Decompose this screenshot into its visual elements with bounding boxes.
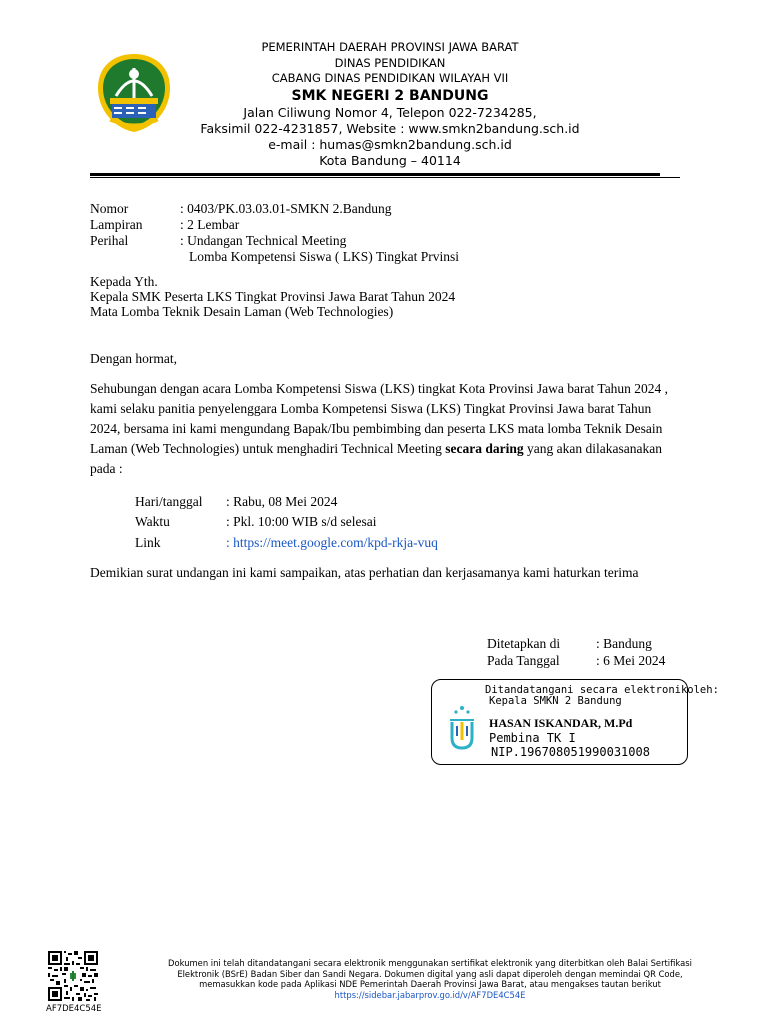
perihal-value: : Undangan Technical Meeting bbox=[180, 233, 347, 248]
signer-rank: Pembina TK I bbox=[489, 731, 576, 745]
body-paragraph-text-1: Sehubungan dengan acara Lomba Kompetensi Siswa (LKS) tingkat Kota Provinsi Jawa barat Tahun 2024 , kami selaku panitia penyelenggara Lomba Kompetensi Siswa (LKS) Tingkat Provinsi Jawa barat Tahun 2024, bersama ini kami mengundang Bapak/Ibu pembimbing dan peserta LKS mata lomba Teknik Desain Laman (Web Technologies) untuk menghadiri Technical Meeting bbox=[90, 381, 669, 456]
e-signature-box bbox=[431, 679, 719, 765]
verification-qr-code[interactable] bbox=[48, 951, 98, 1001]
footer-line-1: Dokumen ini telah ditandatangani secara elektronik menggunakan sertifikat elektronik yang diterbitkan oleh Balai Sertifikasi bbox=[168, 958, 692, 968]
issued-date-label: Pada Tanggal bbox=[487, 653, 560, 668]
letterhead-address-2: Faksimil 022-4231857, Website : www.smkn2bandung.sch.id bbox=[200, 120, 580, 136]
event-link-colon: : bbox=[226, 535, 234, 550]
nomor-label: Nomor bbox=[90, 201, 129, 216]
recipient-subject: Mata Lomba Teknik Desain Laman (Web Technologies) bbox=[90, 304, 394, 319]
letterhead-department: DINAS PENDIDIKAN bbox=[334, 55, 446, 70]
footer-notice bbox=[130, 958, 730, 1000]
signature-header: Ditandatangani secara elektronikoleh: bbox=[485, 684, 719, 696]
lampiran-value: : 2 Lembar bbox=[180, 217, 240, 232]
body-paragraph-emphasis: secara daring bbox=[445, 441, 524, 456]
body-paragraph bbox=[90, 379, 684, 479]
letterhead-city: Kota Bandung – 40114 bbox=[319, 152, 461, 168]
letterhead-government: PEMERINTAH DAERAH PROVINSI JAWA BARAT bbox=[261, 40, 519, 54]
event-link-label: Link bbox=[135, 535, 161, 550]
signer-name: HASAN ISKANDAR, M.Pd bbox=[489, 716, 633, 730]
bsre-seal-icon bbox=[444, 700, 480, 752]
closing-sentence: Demikian surat undangan ini kami sampaikan, atas perhatian dan kerjasamanya kami haturkan terima bbox=[90, 565, 639, 580]
signer-nip: NIP.196708051990031008 bbox=[491, 745, 650, 759]
issued-place-value: : Bandung bbox=[596, 636, 652, 651]
letterhead bbox=[160, 40, 620, 169]
recipient-salutation: Kepada Yth. bbox=[90, 274, 158, 289]
letterhead-address-1: Jalan Ciliwung Nomor 4, Telepon 022-7234285, bbox=[243, 104, 537, 120]
footer-verification-link[interactable]: https://sidebar.jabarprov.go.id/v/AF7DE4C54E bbox=[334, 989, 526, 1000]
event-time-label: Waktu bbox=[135, 514, 170, 529]
recipient-name: Kepala SMK Peserta LKS Tingkat Provinsi Jawa Barat Tahun 2024 bbox=[90, 289, 456, 304]
perihal-label: Perihal bbox=[90, 233, 129, 248]
nomor-value: : 0403/PK.03.03.01-SMKN 2.Bandung bbox=[180, 201, 392, 216]
event-date-value: : Rabu, 08 Mei 2024 bbox=[226, 494, 338, 509]
letterhead-divider-thin bbox=[90, 177, 680, 178]
event-time-value: : Pkl. 10:00 WIB s/d selesai bbox=[226, 514, 377, 529]
school-name: SMK NEGERI 2 BANDUNG bbox=[291, 87, 489, 104]
signature-position: Kepala SMKN 2 Bandung bbox=[489, 695, 622, 707]
verification-code: AF7DE4C54E bbox=[46, 1004, 102, 1014]
issued-date-value: : 6 Mei 2024 bbox=[596, 653, 666, 668]
letterhead-email: e-mail : humas@smkn2bandung.sch.id bbox=[268, 136, 512, 152]
meeting-link[interactable]: https://meet.google.com/kpd-rkja-vuq bbox=[233, 535, 438, 550]
body-paragraph-text-2: yang akan dilakasanakan pada : bbox=[90, 441, 662, 476]
greeting: Dengan hormat, bbox=[90, 351, 177, 366]
event-link-row bbox=[226, 535, 438, 551]
perihal-value-2: Lomba Kompetensi Siswa ( LKS) Tingkat Prvinsi bbox=[189, 249, 460, 264]
event-date-label: Hari/tanggal bbox=[135, 494, 203, 509]
lampiran-label: Lampiran bbox=[90, 217, 143, 232]
issued-place-label: Ditetapkan di bbox=[487, 636, 561, 651]
footer-line-2: Elektronik (BSrE) Badan Siber dan Sandi Negara. Dokumen digital yang asli dapat diperoleh dengan memindai QR Code, bbox=[177, 968, 683, 979]
letterhead-divider-thick bbox=[90, 173, 660, 176]
footer-line-3: memasukkan kode pada Aplikasi NDE Pemerintah Daerah Provinsi Jawa Barat, atau mengakses tautan berikut bbox=[199, 979, 661, 989]
letterhead-branch: CABANG DINAS PENDIDIKAN WILAYAH VII bbox=[271, 71, 509, 85]
